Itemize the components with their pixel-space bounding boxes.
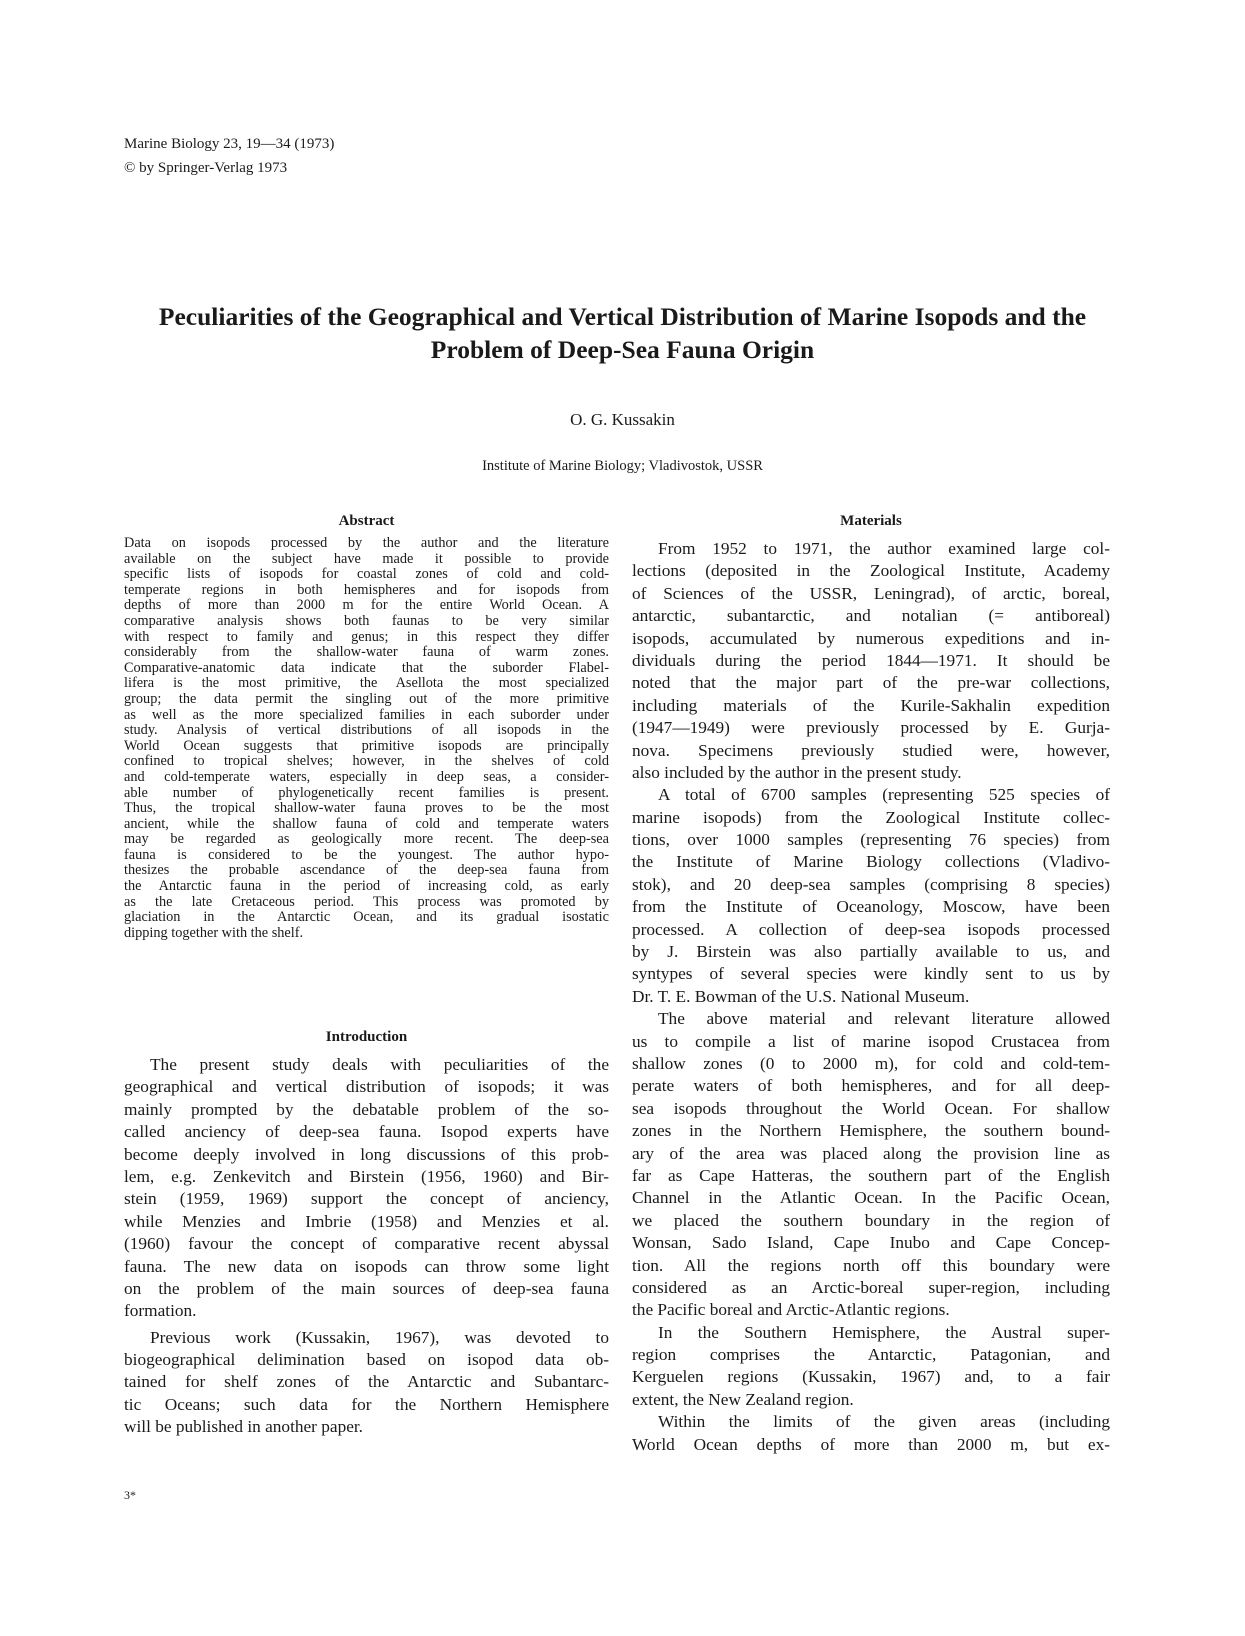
text-line: tions, over 1000 samples (representing 76 species) from — [632, 830, 1110, 850]
text-line: tic Oceans; such data for the Northern Hemisphere — [124, 1394, 609, 1414]
text-line: on the problem of the main sources of deep-sea fauna — [124, 1278, 609, 1298]
text-line: isopods, accumulated by numerous expeditions and in- — [632, 628, 1110, 648]
text-line: dipping together with the shelf. — [124, 925, 304, 941]
text-line: glaciation in the Antarctic Ocean, and its gradual isostatic — [124, 910, 609, 926]
text-line: The above material and relevant literature allowed — [658, 1009, 1110, 1029]
author-affiliation: Institute of Marine Biology; Vladivostok, USSR — [482, 458, 763, 474]
text-line: sea isopods throughout the World Ocean. For shallow — [632, 1098, 1110, 1118]
text-line: will be published in another paper. — [124, 1417, 364, 1437]
text-line: confined to tropical shelves; however, in the shelves of cold — [124, 754, 609, 770]
text-line: shallow zones (0 to 2000 m), for cold and cold-tem- — [632, 1053, 1110, 1073]
text-line: fauna is considered to be the youngest. The author hypo- — [124, 847, 609, 863]
materials-paragraph — [632, 1322, 1110, 1412]
materials-paragraph — [632, 538, 1110, 784]
text-line: Within the limits of the given areas (including — [658, 1412, 1110, 1432]
introduction-paragraph — [124, 1054, 609, 1323]
text-line: noted that the major part of the pre-war collections, — [632, 673, 1110, 693]
text-line: antarctic, subantarctic, and notalian (= antiboreal) — [632, 606, 1110, 626]
text-line: comparative analysis shows both faunas to be very similar — [124, 613, 609, 629]
journal-citation — [124, 132, 334, 180]
text-line: also included by the author in the present study. — [632, 762, 962, 782]
text-line: considerably from the shallow-water fauna of warm zones. — [124, 645, 609, 661]
text-line: World Ocean suggests that primitive isopods are principally — [124, 738, 609, 754]
text-line: tion. All the regions north off this boundary were — [632, 1255, 1110, 1275]
materials-paragraph — [632, 1411, 1110, 1456]
text-line: ary of the area was placed along the provision line as — [632, 1143, 1110, 1163]
text-line: the Pacific boreal and Arctic-Atlantic regions. — [632, 1300, 950, 1320]
text-line: Previous work (Kussakin, 1967), was devoted to — [150, 1327, 609, 1347]
text-line: fauna. The new data on isopods can throw some light — [124, 1256, 609, 1276]
text-line: stok), and 20 deep-sea samples (comprising 8 species) — [632, 874, 1110, 894]
text-line: mainly prompted by the debatable problem of the so- — [124, 1099, 609, 1119]
text-line: lem, e.g. Zenkevitch and Birstein (1956, 1960) and Bir- — [124, 1166, 609, 1186]
text-line: and cold-temperate waters, especially in deep seas, a consider- — [124, 769, 609, 785]
paper-title — [110, 300, 1135, 366]
text-line: nova. Specimens previously studied were, however, — [632, 740, 1110, 760]
materials-heading: Materials — [840, 513, 902, 529]
text-line: as well as the more specialized families in each suborder under — [124, 707, 609, 723]
text-line: region comprises the Antarctic, Patagonian, and — [632, 1345, 1110, 1365]
text-line: as the late Cretaceous period. This process was promoted by — [124, 894, 609, 910]
text-line: biogeographical delimination based on isopod data ob- — [124, 1350, 609, 1370]
text-line: Wonsan, Sado Island, Cape Inubo and Cape Concep- — [632, 1233, 1110, 1253]
text-line: tained for shelf zones of the Antarctic and Subantarc- — [124, 1372, 609, 1392]
text-line: lections (deposited in the Zoological Institute, Academy — [632, 561, 1110, 581]
abstract-section — [124, 513, 609, 941]
text-line: (1947—1949) were previously processed by E. Gurja- — [632, 718, 1110, 738]
text-line: stein (1959, 1969) support the concept of anciency, — [124, 1189, 609, 1209]
text-line: become deeply involved in long discussions of this prob- — [124, 1144, 609, 1164]
text-line: Channel in the Atlantic Ocean. In the Pacific Ocean, — [632, 1188, 1110, 1208]
text-line: Kerguelen regions (Kussakin, 1967) and, to a fair — [632, 1367, 1110, 1387]
text-line: far as Cape Hatteras, the southern part of the English — [632, 1165, 1110, 1185]
text-line: geographical and vertical distribution of isopods; it was — [124, 1077, 609, 1097]
materials-section — [632, 513, 1110, 1456]
text-line: of Sciences of the USSR, Leningrad), of arctic, boreal, — [632, 583, 1110, 603]
title-line-2: Problem of Deep-Sea Fauna Origin — [430, 335, 815, 364]
text-line: A total of 6700 samples (representing 525 species of — [658, 785, 1110, 805]
text-line: by J. Birstein was also partially available to us, and — [632, 942, 1110, 962]
text-line: may be regarded as geologically more recent. The deep-sea — [124, 832, 609, 848]
introduction-heading: Introduction — [325, 1029, 408, 1045]
text-line: the Institute of Marine Biology collections (Vladivo- — [632, 852, 1110, 872]
text-line: called anciency of deep-sea fauna. Isopod experts have — [124, 1122, 609, 1142]
page-signature-mark: 3* — [124, 1488, 136, 1502]
abstract-body — [124, 536, 609, 941]
text-line: group; the data permit the singling out of the more primitive — [124, 691, 609, 707]
text-line: lifera is the most primitive, the Asellota the most specialized — [124, 676, 609, 692]
text-line: perate waters of both hemispheres, and for all deep- — [632, 1076, 1110, 1096]
introduction-section — [124, 1029, 609, 1439]
text-line: formation. — [124, 1301, 197, 1321]
text-line: we placed the southern boundary in the region of — [632, 1210, 1110, 1230]
text-line: The present study deals with peculiarities of the — [150, 1055, 609, 1074]
abstract-heading: Abstract — [338, 513, 395, 529]
text-line: World Ocean depths of more than 2000 m, but ex- — [632, 1434, 1110, 1454]
text-line: study. Analysis of vertical distributions of all isopods in the — [124, 723, 609, 739]
text-line: while Menzies and Imbrie (1958) and Menzies et al. — [124, 1211, 609, 1231]
text-line: Comparative-anatomic data indicate that the suborder Flabel- — [124, 660, 609, 676]
title-line-1: Peculiarities of the Geographical and Vertical Distribution of Marine Isopods and the — [158, 302, 1087, 331]
text-line: dividuals during the period 1844—1971. It should be — [632, 650, 1110, 670]
text-line: Dr. T. E. Bowman of the U.S. National Museum. — [632, 986, 970, 1006]
author-name: O. G. Kussakin — [570, 410, 675, 429]
text-line: marine isopods) from the Zoological Institute collec- — [632, 807, 1110, 827]
text-line: zones in the Northern Hemisphere, the southern bound- — [632, 1121, 1110, 1141]
introduction-paragraph — [124, 1327, 609, 1439]
text-line: from the Institute of Oceanology, Moscow, have been — [632, 897, 1110, 917]
text-line: extent, the New Zealand region. — [632, 1389, 854, 1409]
text-line: Thus, the tropical shallow-water fauna proves to be the most — [124, 801, 609, 817]
journal-line: Marine Biology 23, 19—34 (1973) — [124, 136, 335, 152]
text-line: syntypes of several species were kindly sent to us by — [632, 964, 1110, 984]
text-line: us to compile a list of marine isopod Crustacea from — [632, 1031, 1110, 1051]
text-line: depths of more than 2000 m for the entire World Ocean. A — [124, 598, 609, 614]
text-line: From 1952 to 1971, the author examined large col- — [658, 539, 1110, 558]
text-line: available on the subject have made it possible to provide — [124, 551, 609, 567]
text-line: temperate regions in both hemispheres and for isopods from — [124, 582, 609, 598]
text-line: processed. A collection of deep-sea isopods processed — [632, 919, 1110, 939]
text-line: specific lists of isopods for coastal zones of cold and cold- — [124, 567, 609, 583]
text-line: ancient, while the shallow fauna of cold and temperate waters — [124, 816, 609, 832]
text-line: with respect to family and genus; in this respect they differ — [124, 629, 609, 645]
text-line: In the Southern Hemisphere, the Austral super- — [658, 1322, 1110, 1342]
text-line: able number of phylogenetically recent families is present. — [124, 785, 609, 801]
materials-paragraph — [632, 1008, 1110, 1321]
text-line: including materials of the Kurile-Sakhalin expedition — [632, 695, 1110, 715]
text-line: (1960) favour the concept of comparative recent abyssal — [124, 1234, 609, 1254]
text-line: the Antarctic fauna in the period of increasing cold, as early — [124, 879, 609, 895]
materials-paragraph — [632, 784, 1110, 1008]
copyright-line: © by Springer-Verlag 1973 — [124, 160, 288, 176]
text-line: Data on isopods processed by the author and the literature — [124, 536, 609, 551]
text-line: thesizes the probable ascendance of the deep-sea fauna from — [124, 863, 609, 879]
text-line: considered as an Arctic-boreal super-region, including — [632, 1277, 1110, 1297]
